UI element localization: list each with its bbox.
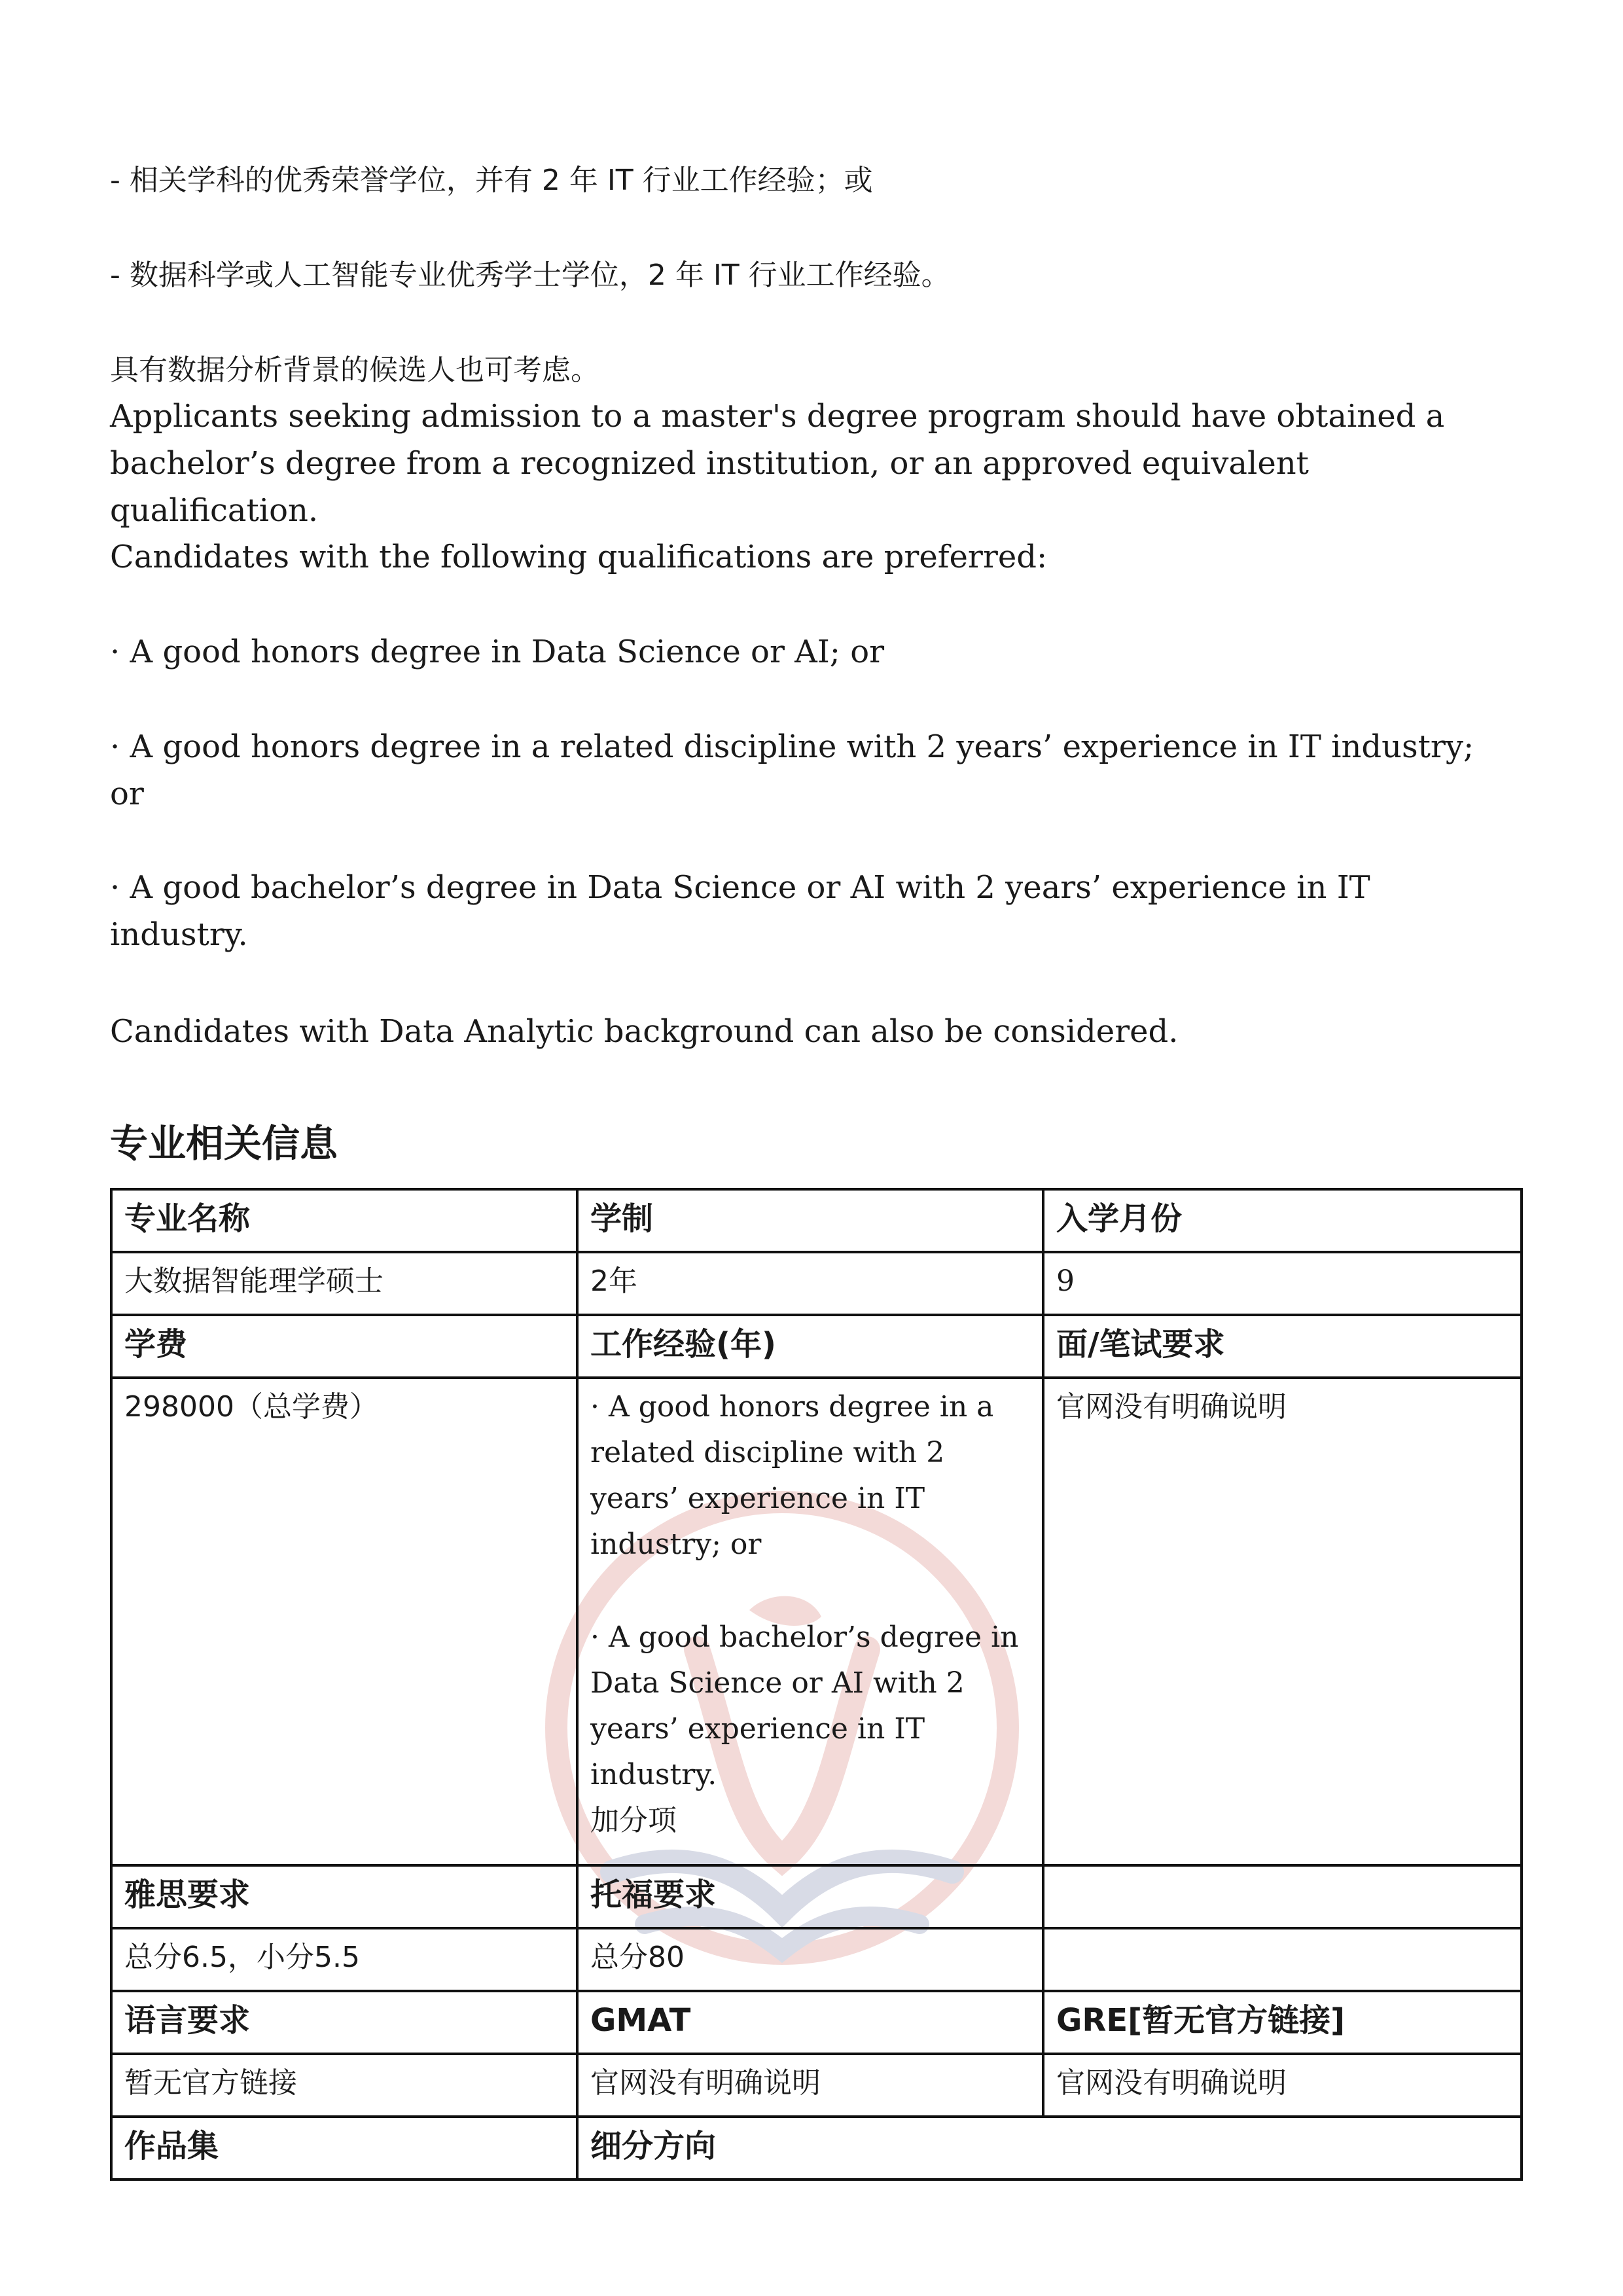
cell-ielts: 总分6.5，小分5.5 [111,1928,577,1991]
intro-zh-line2: - 数据科学或人工智能专业优秀学士学位，2 年 IT 行业工作经验。 [110,259,950,292]
header-ielts: 雅思要求 [111,1865,577,1928]
header-work-experience: 工作经验(年) [577,1315,1043,1378]
work-exp-bullet2: · A good bachelor’s degree in Data Science or AI with 2 years’ experience in IT industry. [590,1621,1019,1791]
cell-work-experience [577,1378,1043,1865]
intro-en-bullet2: · A good honors degree in a related discipline with 2 years’ experience in IT industry; or [110,728,1474,812]
intro-zh-line3: 具有数据分析背景的候选人也可考虑。 [110,353,599,387]
header-language: 语言要求 [111,1991,577,2054]
header-duration: 学制 [577,1189,1043,1252]
work-exp-note: 加分项 [590,1804,677,1837]
table-row [111,1928,1522,1991]
table-row [111,2117,1522,2179]
cell-empty-1 [1043,1928,1522,1991]
intro-en-bullet3: · A good bachelor’s degree in Data Science or AI with 2 years’ experience in IT industry. [110,869,1370,953]
header-tuition: 学费 [111,1315,577,1378]
header-interview: 面/笔试要求 [1043,1315,1522,1378]
program-info-table [110,1188,1523,2181]
cell-duration: 2年 [577,1252,1043,1315]
intro-zh-line1: - 相关学科的优秀荣誉学位，并有 2 年 IT 行业工作经验；或 [110,164,873,197]
header-toefl: 托福要求 [577,1865,1043,1928]
table-row [111,1991,1522,2054]
header-specialization: 细分方向 [577,2117,1522,2179]
header-portfolio: 作品集 [111,2117,577,2179]
cell-gre: 官网没有明确说明 [1043,2054,1522,2117]
cell-program-name: 大数据智能理学硕士 [111,1252,577,1315]
table-row [111,2054,1522,2117]
header-gmat: GMAT [577,1991,1043,2054]
cell-gmat: 官网没有明确说明 [577,2054,1043,2117]
cell-language: 暂无官方链接 [111,2054,577,2117]
cell-tuition: 298000（总学费） [111,1378,577,1865]
intro-en-bullet1: · A good honors degree in Data Science or AI; or [110,634,885,670]
table-row [111,1865,1522,1928]
header-program-name: 专业名称 [111,1189,577,1252]
intro-en-para2: Candidates with the following qualifications are preferred: [110,539,1048,575]
header-empty-1 [1043,1865,1522,1928]
intro-en-para3: Candidates with Data Analytic background can also be considered. [110,1013,1179,1050]
table-row [111,1315,1522,1378]
section-title: 专业相关信息 [110,1121,338,1166]
cell-interview: 官网没有明确说明 [1043,1378,1522,1865]
work-exp-bullet1: · A good honors degree in a related discipline with 2 years’ experience in IT industry; or [590,1390,994,1561]
table-row [111,1252,1522,1315]
intro-en-para1: Applicants seeking admission to a master's degree program should have obtained a bachelor’s degree from a recognized institution, or an approved equivalent qualification. [110,398,1445,529]
spacer [590,1568,1030,1615]
cell-intake-month: 9 [1043,1252,1522,1315]
table-row [111,1378,1522,1865]
table-row [111,1189,1522,1252]
header-intake-month: 入学月份 [1043,1189,1522,1252]
header-gre: GRE[暂无官方链接] [1043,1991,1522,2054]
cell-toefl: 总分80 [577,1928,1043,1991]
